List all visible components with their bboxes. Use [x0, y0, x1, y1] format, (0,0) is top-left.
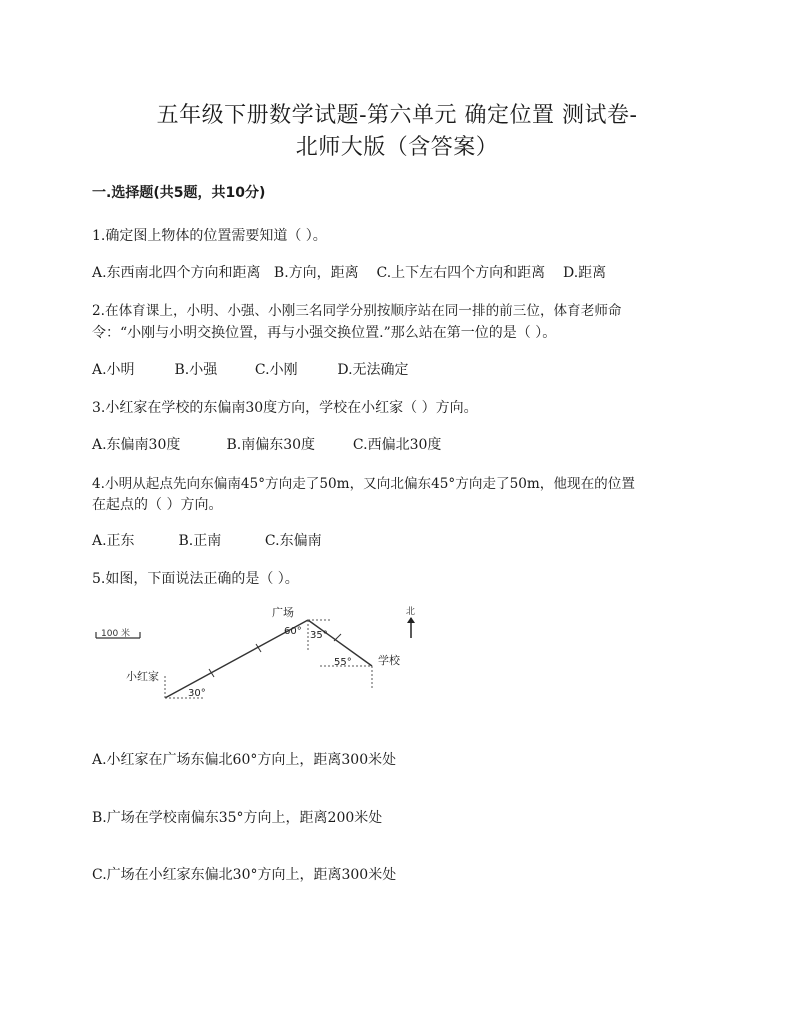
question-3-stem: 3.小红家在学校的东偏南30度方向，学校在小红家（ ）方向。	[92, 400, 478, 416]
north-arrow-icon	[406, 605, 415, 638]
angle-school: 55°	[334, 657, 352, 668]
q2-option-b[interactable]: B.小强	[174, 362, 218, 378]
q2-option-c[interactable]: C.小刚	[254, 362, 298, 378]
q1-option-b[interactable]: B.方向，距离	[273, 265, 359, 281]
question-5-stem: 5.如图，下面说法正确的是（ ）。	[92, 571, 299, 587]
q1-option-a[interactable]: A.东西南北四个方向和距离	[92, 265, 261, 281]
question-4-options	[92, 530, 322, 550]
school-label: 学校	[378, 654, 400, 667]
question-2-stem-line2: 令：“小刚与小明交换位置，再与小强交换位置.”那么站在第一位的是（ ）。	[92, 325, 557, 341]
home-label: 小红家	[126, 670, 159, 683]
q3-option-b[interactable]: B.南偏东30度	[226, 437, 316, 453]
question-1-stem: 1.确定图上物体的位置需要知道（ ）。	[92, 228, 327, 244]
angle-plaza-left: 60°	[284, 626, 302, 637]
q2-option-d[interactable]: D.无法确定	[337, 362, 409, 378]
question-2-options	[92, 359, 409, 379]
section-heading: 一.选择题(共5题，共10分)	[92, 185, 266, 201]
q1-option-c[interactable]: C.上下左右四个方向和距离	[376, 265, 546, 281]
q3-option-c[interactable]: C.西偏北30度	[352, 437, 442, 453]
q5-option-c[interactable]: C.广场在小红家东偏北30°方向上，距离300米处	[92, 867, 397, 883]
q1-option-d[interactable]: D.距离	[562, 265, 607, 281]
q4-option-c[interactable]: C.东偏南	[264, 533, 322, 549]
question-1-options	[92, 262, 606, 282]
svg-text:北: 北	[406, 607, 416, 617]
scale-bar	[96, 627, 140, 639]
q4-option-a[interactable]: A.正东	[92, 533, 135, 549]
question-4-stem-line2: 在起点的（ ）方向。	[92, 497, 223, 513]
angle-home: 30°	[188, 688, 206, 699]
q2-option-a[interactable]: A.小明	[92, 362, 135, 378]
document-title-line1: 五年级下册数学试题-第六单元 确定位置 测试卷-	[156, 103, 638, 128]
scale-label: 100 米	[101, 629, 131, 639]
question-3-options	[92, 434, 441, 454]
angle-plaza-right: 35°	[310, 630, 328, 641]
q3-option-a[interactable]: A.东偏南30度	[92, 437, 181, 453]
q4-option-b[interactable]: B.正南	[178, 533, 222, 549]
question-4-stem-line1: 4.小明从起点先向东偏南45°方向走了50m，又向北偏东45°方向走了50m，他现在的位置	[92, 476, 635, 492]
position-diagram	[90, 598, 430, 708]
plaza-label: 广场	[272, 606, 294, 619]
document-title-line2: 北师大版（含答案）	[295, 135, 499, 160]
q5-option-a[interactable]: A.小红家在广场东偏北60°方向上，距离300米处	[92, 752, 397, 768]
question-2-stem-line1: 2.在体育课上，小明、小强、小刚三名同学分别按顺序站在同一排的前三位，体育老师命	[92, 303, 622, 319]
q5-option-b[interactable]: B.广场在学校南偏东35°方向上，距离200米处	[92, 810, 383, 826]
